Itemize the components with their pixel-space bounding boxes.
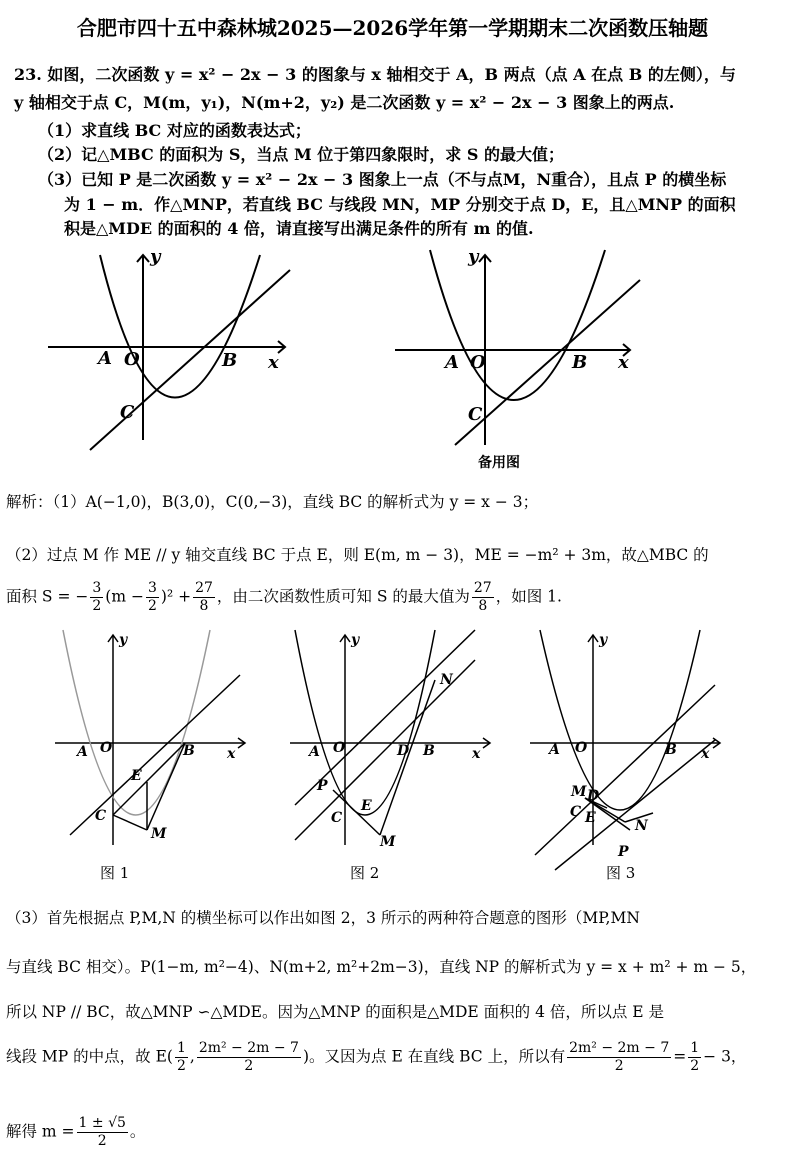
label-a: A xyxy=(549,742,560,758)
label-o: O xyxy=(100,740,113,756)
line-bc xyxy=(90,270,290,450)
figure-1-caption: 图 1 xyxy=(100,864,130,882)
label-o: O xyxy=(575,740,588,756)
label-p: P xyxy=(317,778,328,794)
question-part-3-line-2: 为 1 − m．作△MNP，若直线 BC 与线段 MN，MP 分别交于点 D，E，且△MNP 的面积 xyxy=(64,195,736,214)
label-o: O xyxy=(124,349,140,370)
label-x: x xyxy=(268,352,279,373)
label-x: x xyxy=(701,746,710,762)
question-part-3-line-1: （3）已知 P 是二次函数 y = x² − 2x − 3 图象上一点（不与点M，N重合），且点 P 的横坐标 xyxy=(38,170,727,189)
figure-3 xyxy=(525,630,725,860)
label-c: C xyxy=(95,808,107,824)
backup-caption: 备用图 xyxy=(478,455,520,471)
label-m: M xyxy=(571,784,587,800)
label-e: E xyxy=(361,798,372,814)
label-b: B xyxy=(183,743,195,759)
label-x: x xyxy=(618,352,629,373)
label-d: D xyxy=(397,743,410,759)
backup-figure xyxy=(390,240,650,450)
label-m: M xyxy=(151,826,167,842)
label-o: O xyxy=(333,740,346,756)
figure-2-caption: 图 2 xyxy=(350,864,380,882)
label-y: y xyxy=(119,632,128,648)
label-y: y xyxy=(468,246,479,267)
label-y: y xyxy=(150,246,161,267)
label-c: C xyxy=(120,402,135,423)
solution-line-6: 所以 NP // BC，故△MNP ∽△MDE。因为△MNP 的面积是△MDE 面积的 4 倍，所以点 E 是 xyxy=(6,1003,665,1021)
solution-line-8: 解得 m = $\frac{1 \pm √5}{2}$ 。 xyxy=(6,1115,146,1149)
question-part-3-line-3: 积是△MDE 的面积的 4 倍，请直接写出满足条件的所有 m 的值. xyxy=(64,219,534,238)
label-a: A xyxy=(309,744,320,760)
label-n: N xyxy=(440,672,453,688)
label-c: C xyxy=(331,810,343,826)
solution-line-5: 与直线 BC 相交）。P(1−m, m²−4)、N(m+2, m²+2m−3)，直线 NP 的解析式为 y = x + m² + m − 5， xyxy=(6,958,757,976)
label-m: M xyxy=(380,834,396,850)
label-a: A xyxy=(77,744,88,760)
label-a: A xyxy=(98,348,112,369)
solution-line-7: 线段 MP 的中点，故 E( $\frac{1}{2}$ , $\frac{\text{2m² − 2m − 7}}{2}$ )。又因为点 E 在直线 BC 上，所以有 $\frac{\text{2m² − 2m − 7}}{2}$ = $\frac{1}{2}$ − 3， xyxy=(6,1040,747,1074)
question-line-2: y 轴相交于点 C，M(m，y₁)，N(m+2，y₂) 是二次函数 y = x² − 2x − 3 图象上的两点. xyxy=(14,93,675,112)
label-e: E xyxy=(131,768,142,784)
label-c: C xyxy=(570,804,582,820)
parabola xyxy=(430,250,605,400)
main-figure xyxy=(40,240,300,450)
page-title: 合肥市四十五中森林城2025—2026学年第一学期期末二次函数压轴题 xyxy=(76,16,709,40)
solution-line-2: （2）过点 M 作 ME // y 轴交直线 BC 于点 E，则 E(m, m − 3)，ME = −m² + 3m，故△MBC 的 xyxy=(6,546,709,564)
question-part-1: （1）求直线 BC 对应的函数表达式； xyxy=(38,121,311,140)
label-b: B xyxy=(423,743,435,759)
parabola xyxy=(100,255,260,398)
label-y: y xyxy=(599,632,608,648)
figure-3-caption: 图 3 xyxy=(606,864,636,882)
figure-2 xyxy=(285,630,495,850)
solution-line-3: 面积 S = − $\frac{3}{2}$ (m − $\frac{3}{2}$ )² + $\frac{27}{8}$ ，由二次函数性质可知 S 的最大值为 $\frac{27}{8}$ ，如图 1. xyxy=(6,580,562,614)
question-line-1: 23. 如图，二次函数 y = x² − 2x − 3 的图象与 x 轴相交于 A，B 两点（点 A 在点 B 的左侧），与 xyxy=(14,65,736,84)
figure-1 xyxy=(55,630,250,850)
label-b: B xyxy=(572,352,588,373)
label-p: P xyxy=(618,844,629,860)
solution-line-4: （3）首先根据点 P,M,N 的横坐标可以作出如图 2，3 所示的两种符合题意的图形（MP,MN xyxy=(6,909,640,927)
label-n: N xyxy=(635,818,648,834)
label-y: y xyxy=(351,632,360,648)
label-b: B xyxy=(665,742,677,758)
label-x: x xyxy=(227,746,236,762)
solution-line-1: 解析：（1）A(−1,0)，B(3,0)，C(0,−3)，直线 BC 的解析式为 y = x − 3； xyxy=(6,493,539,511)
label-d: D xyxy=(587,788,600,804)
question-part-2: （2）记△MBC 的面积为 S，当点 M 位于第四象限时，求 S 的最大值； xyxy=(38,145,564,164)
label-o: O xyxy=(470,352,486,373)
label-b: B xyxy=(222,350,238,371)
label-e: E xyxy=(585,810,596,826)
label-x: x xyxy=(472,746,481,762)
label-c: C xyxy=(468,404,483,425)
label-a: A xyxy=(445,352,459,373)
